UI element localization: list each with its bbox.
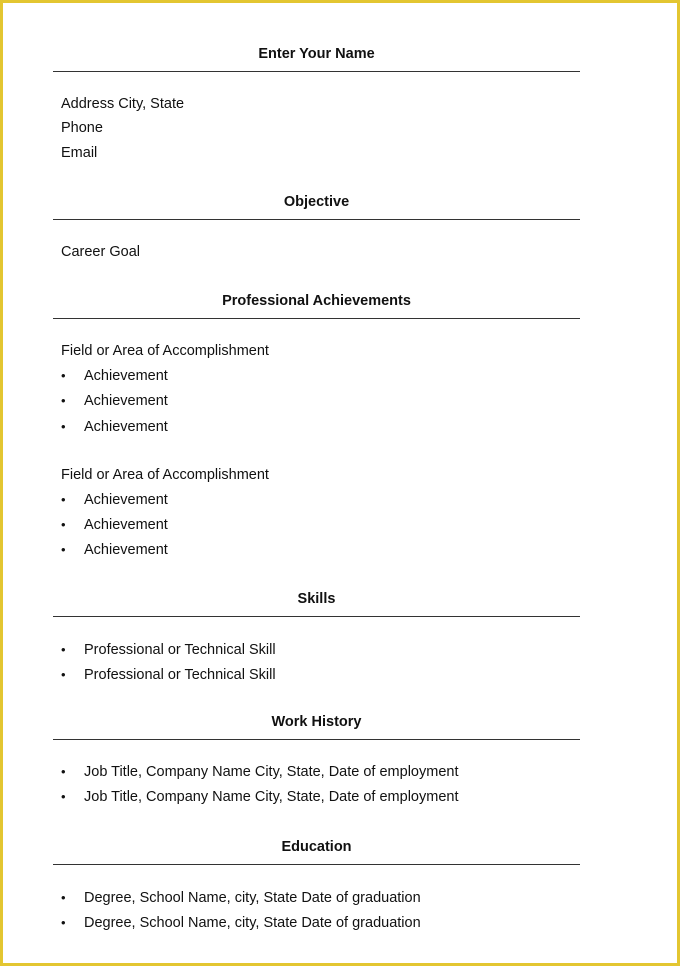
objective-goal: Career Goal	[61, 244, 140, 260]
bullet-icon: •	[61, 368, 66, 383]
list-item	[61, 418, 168, 436]
list-item	[61, 889, 421, 907]
achievement-field: Field or Area of Accomplishment	[61, 467, 269, 483]
list-item	[61, 641, 276, 659]
work-divider	[53, 739, 580, 740]
bullet-icon: •	[61, 915, 66, 930]
bullet-icon: •	[61, 542, 66, 557]
achievement-item: Achievement	[84, 368, 168, 384]
skill-item: Professional or Technical Skill	[84, 667, 276, 683]
objective-heading: Objective	[283, 194, 350, 210]
contact-email: Email	[61, 145, 98, 161]
achievement-item: Achievement	[84, 517, 168, 533]
work-heading: Work History	[271, 714, 362, 730]
skills-heading: Skills	[297, 591, 336, 607]
bullet-icon: •	[61, 492, 66, 507]
list-item	[61, 763, 458, 781]
bullet-icon: •	[61, 419, 66, 434]
list-item	[61, 516, 168, 534]
achievement-item: Achievement	[84, 542, 168, 558]
list-item	[61, 788, 458, 806]
skills-divider	[53, 616, 580, 617]
bullet-icon: •	[61, 642, 66, 657]
education-item: Degree, School Name, city, State Date of graduation	[84, 915, 421, 931]
achievements-heading: Professional Achievements	[222, 293, 411, 309]
bullet-icon: •	[61, 764, 66, 779]
bullet-icon: •	[61, 393, 66, 408]
achievements-divider	[53, 318, 580, 319]
contact-address: Address City, State	[61, 96, 185, 112]
achievement-item: Achievement	[84, 492, 168, 508]
list-item	[61, 541, 168, 559]
list-item	[61, 914, 421, 932]
name-heading: Enter Your Name	[258, 46, 375, 62]
contact-phone: Phone	[61, 120, 103, 136]
name-divider	[53, 71, 580, 72]
list-item	[61, 666, 276, 684]
bullet-icon: •	[61, 667, 66, 682]
achievement-item: Achievement	[84, 419, 168, 435]
work-item: Job Title, Company Name City, State, Date of employment	[84, 764, 459, 780]
bullet-icon: •	[61, 789, 66, 804]
bullet-icon: •	[61, 890, 66, 905]
education-item: Degree, School Name, city, State Date of graduation	[84, 890, 421, 906]
list-item	[61, 367, 168, 385]
achievement-field: Field or Area of Accomplishment	[61, 343, 269, 359]
list-item	[61, 392, 168, 410]
bullet-icon: •	[61, 517, 66, 532]
list-item	[61, 491, 168, 509]
work-item: Job Title, Company Name City, State, Date of employment	[84, 789, 459, 805]
achievement-item: Achievement	[84, 393, 168, 409]
education-heading: Education	[281, 839, 352, 855]
education-divider	[53, 864, 580, 865]
objective-divider	[53, 219, 580, 220]
skill-item: Professional or Technical Skill	[84, 642, 276, 658]
